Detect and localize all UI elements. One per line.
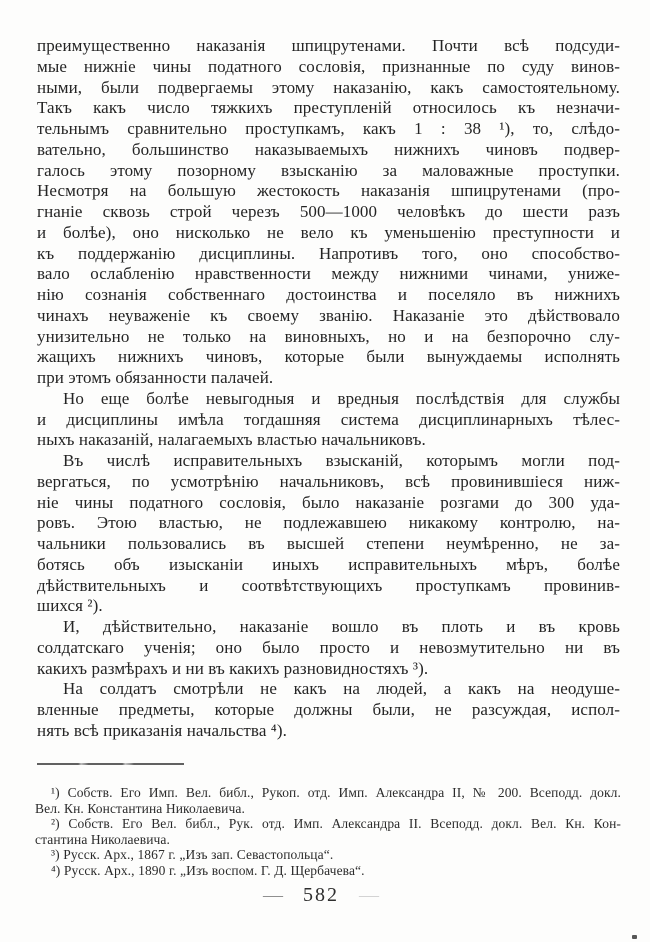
text-line: вергаться, по усмотрѣнію начальниковъ, всѣ провинившіеся ниж-: [37, 471, 620, 491]
text-line: къ поддержанію дисциплины. Напротивъ того, оно способство-: [37, 243, 620, 263]
text-line: Вел. Кн. Константина Николаевича.: [35, 800, 245, 816]
text-line: и дисциплины имѣла тогдашняя система дисциплинарныхъ тѣлес-: [37, 409, 620, 429]
text-line: чальники пользовались въ высшей степени неумѣренно, не за-: [37, 534, 620, 553]
page-number-dash-left: —: [263, 884, 283, 906]
text-line: ³) Русск. Арх., 1867 г. „Изъ зап. Севастопольца“.: [51, 847, 334, 863]
text-line: ными, были подвергаемы этому наказанію, какъ самостоятельному.: [37, 77, 620, 97]
text-line: ¹) Собств. Его Имп. Вел. библ., Рукоп. отд. Имп. Александра II, № 200. Всеподд. докл.: [51, 785, 621, 800]
ink-speck: [632, 935, 637, 939]
text-line: преимущественно наказанія шпицрутенами. Почти всѣ подсуди-: [37, 36, 620, 55]
text-line: солдатскаго ученія; оно было просто и невозмутительно ни въ: [37, 637, 620, 657]
text-line: при этомъ обязанности палачей.: [37, 368, 274, 387]
main-text: [37, 36, 620, 742]
text-line: шихся ²).: [37, 596, 103, 616]
text-line: жащихъ нижнихъ чиновъ, которые были вынуждаемы исполнять: [37, 347, 620, 367]
text-line: ²) Собств. Его Вел. библ., Рук. отд. Имп. Александра II. Всеподд. докл. Вел. Кн. Кон-: [51, 816, 621, 832]
text-line: вательно, большинство наказываемыхъ нижнихъ чиновъ подвер-: [37, 139, 620, 159]
text-line: тельнымъ сравнительно проступкамъ, какъ 1 : 38 ¹), то, слѣдо-: [37, 119, 620, 138]
text-line: ніе чины податного сословія, было наказаніе розгами до 300 уда-: [37, 492, 620, 512]
text-line: чинахъ неуваженіе къ своему званію. Наказаніе это дѣйствовало: [37, 305, 620, 325]
text-line: Въ числѣ исправительныхъ взысканій, которымъ могли под-: [63, 451, 620, 470]
text-line: гнаніе сквозь строй черезъ 500—1000 человѣкъ до шести разъ: [37, 202, 620, 221]
page-number-value: 582: [303, 884, 339, 906]
page-number-dash-right: —: [359, 884, 379, 906]
text-line: вало ослабленію нравственности между нижними чинами, униже-: [37, 264, 620, 284]
text-line: На солдатъ смотрѣли не какъ на людей, а какъ на неодуше-: [63, 679, 620, 699]
text-line: Но еще болѣе невыгодныя и вредныя послѣдствія для службы: [63, 388, 620, 408]
text-line: нію сознанія собственнаго достоинства и поселяло въ нижнихъ: [37, 285, 620, 304]
text-line: дѣйствительныхъ и соотвѣтствующихъ проступкамъ провинив-: [37, 575, 620, 595]
footnotes: [35, 785, 621, 879]
text-line: Такъ какъ число тяжкихъ преступленій относилось къ незначи-: [37, 98, 620, 118]
text-line: ныхъ наказаній, налагаемыхъ властью начальниковъ.: [37, 430, 426, 450]
page-number: [0, 884, 646, 907]
footnote-separator-rule: [37, 763, 184, 765]
text-line: стантина Николаевича.: [35, 831, 170, 847]
text-line: ровъ. Этою властью, не подлежавшею никакому контролю, на-: [37, 513, 620, 533]
text-line: ботясь объ изысканіи иныхъ исправительныхъ мѣръ, болѣе: [37, 554, 620, 574]
text-line: унизительно не только на виновныхъ, но и на безпорочно слу-: [37, 326, 620, 346]
text-line: Несмотря на большую жестокость наказанія шпицрутенами (про-: [37, 181, 620, 201]
text-line: мые нижніе чины податного сословія, признанные по суду винов-: [37, 56, 620, 76]
text-line: и болѣе), оно нисколько не вело къ уменьшенію преступности и: [37, 222, 620, 242]
text-line: какихъ размѣрахъ и ни въ какихъ разновидностяхъ ³).: [37, 658, 429, 678]
text-line: вленные предметы, которые должны были, не разсуждая, испол-: [37, 700, 620, 719]
text-line: нять всѣ приказанія начальства ⁴).: [37, 720, 287, 740]
text-line: галось этому позорному взысканію за маловажные проступки.: [37, 160, 620, 180]
text-line: И, дѣйствительно, наказаніе вошло въ плоть и въ кровь: [63, 617, 620, 636]
text-line: ⁴) Русск. Арх., 1890 г. „Изъ воспом. Г. Д. Щербачева“.: [51, 862, 365, 878]
